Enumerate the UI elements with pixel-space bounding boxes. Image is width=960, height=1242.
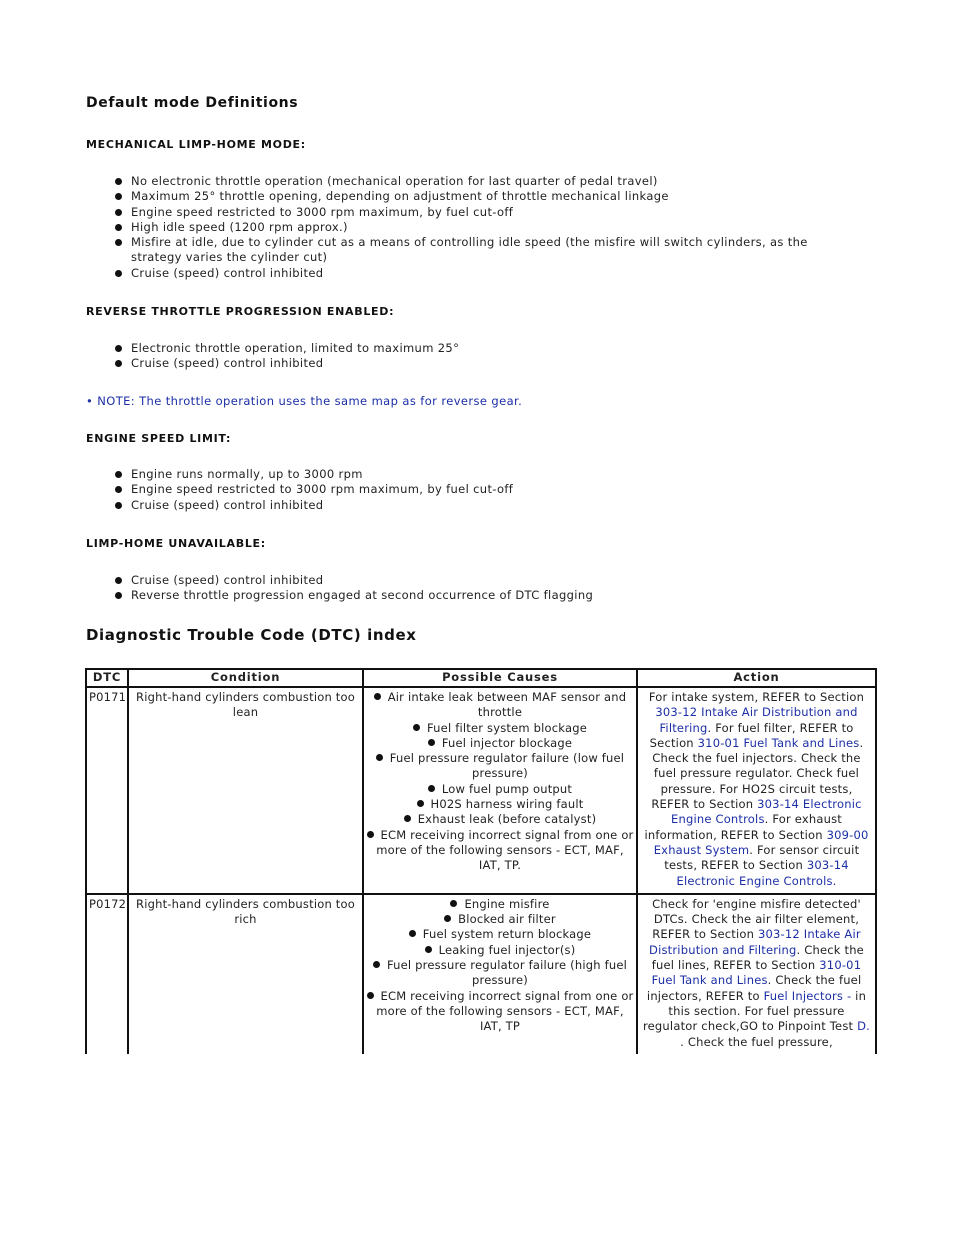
cause-text: Air intake leak between MAF sensor and throttle: [387, 690, 627, 720]
list-item: Electronic throttle operation, limited to maximum 25°: [98, 341, 838, 356]
bullet-list-engine-speed-limit: [98, 467, 838, 513]
section-reference-link[interactable]: 310-01 Fuel Tank and Lines: [651, 958, 862, 988]
list-item: Cruise (speed) control inhibited: [98, 573, 838, 588]
column-header-condition: Condition: [128, 669, 363, 687]
list-item: Cruise (speed) control inhibited: [98, 356, 838, 371]
dtc-code-cell: P0171: [86, 687, 128, 894]
section-reference-link[interactable]: 309-00 Exhaust System: [653, 827, 869, 857]
action-text: Check for 'engine misfire detected' DTCs. Check the air filter element, REFER to Section: [652, 896, 861, 942]
cause-item: [366, 736, 634, 751]
column-header-dtc: DTC: [86, 669, 128, 687]
list-item: Engine speed restricted to 3000 rpm maximum, by fuel cut-off: [98, 205, 838, 220]
section-reference-link[interactable]: Fuel Injectors -: [763, 988, 852, 1003]
dtc-table-body: [86, 687, 876, 1054]
cause-item: [366, 927, 634, 942]
cause-item: [366, 690, 634, 721]
list-item: High idle speed (1200 rpm approx.): [98, 220, 838, 235]
note-text: • NOTE: The throttle operation uses the same map as for reverse gear.: [86, 394, 523, 408]
cause-item: [366, 812, 634, 827]
cause-item: [366, 912, 634, 927]
table-row: [86, 894, 876, 1054]
bullet-icon: [417, 800, 424, 807]
column-header-action: Action: [637, 669, 876, 687]
action-cell: [637, 894, 876, 1054]
list-item: Engine runs normally, up to 3000 rpm: [98, 467, 838, 482]
bullet-icon: [373, 961, 380, 968]
bullet-icon: [428, 785, 435, 792]
action-text: . Check the fuel injectors. Check the fuel pressure regulator. Check fuel pressure. For HO2S circuit tests, REFER to Section: [651, 735, 864, 812]
cause-item: [366, 782, 634, 797]
cause-item: [366, 721, 634, 736]
bullet-list-reverse-throttle: [98, 341, 838, 372]
action-text: . For sensor circuit tests, REFER to Section: [664, 842, 860, 873]
column-header-possible-causes: Possible Causes: [363, 669, 637, 687]
list-item: Misfire at idle, due to cylinder cut as a means of controlling idle speed (the misfire will switch cylinders, as the strategy varies the cylinder cut): [98, 235, 838, 266]
dtc-table: [85, 668, 877, 1054]
section-reference-link[interactable]: D.: [857, 1019, 871, 1034]
section-reference-link[interactable]: 303-14 Electronic Engine Controls.: [676, 858, 849, 888]
cause-text: Exhaust leak (before catalyst): [417, 812, 597, 827]
action-text: . Check the fuel injectors, REFER to: [646, 973, 862, 1003]
bullet-icon: [413, 724, 420, 731]
page-title: Default mode Definitions: [86, 95, 299, 111]
section-heading-limp-home-unavailable: LIMP-HOME UNAVAILABLE:: [86, 537, 266, 550]
table-header-row: [86, 669, 876, 687]
list-item: Maximum 25° throttle opening, depending on adjustment of throttle mechanical linkage: [98, 189, 838, 204]
list-item: No electronic throttle operation (mechanical operation for last quarter of pedal travel): [98, 174, 838, 189]
bullet-icon: [374, 693, 381, 700]
cause-item: [366, 828, 634, 874]
list-item: Cruise (speed) control inhibited: [98, 266, 838, 281]
bullet-icon: [428, 739, 435, 746]
cause-list: [366, 690, 634, 874]
action-cell: [637, 687, 876, 894]
action-text: . For fuel filter, REFER to Section: [649, 720, 854, 750]
section-heading-reverse-throttle: REVERSE THROTTLE PROGRESSION ENABLED:: [86, 305, 395, 318]
dtc-index-title: Diagnostic Trouble Code (DTC) index: [86, 626, 417, 644]
condition-cell: Right-hand cylinders combustion too rich: [128, 894, 363, 1054]
dtc-code-cell: P0172: [86, 894, 128, 1054]
cause-text: Fuel pressure regulator failure (low fuel pressure): [389, 751, 625, 781]
possible-causes-cell: [363, 894, 637, 1054]
cause-text: ECM receiving incorrect signal from one or more of the following sensors - ECT, MAF, IAT, TP: [376, 988, 634, 1034]
action-text: . Check the fuel pressure,: [680, 1034, 833, 1049]
bullet-icon: [425, 946, 432, 953]
possible-causes-cell: [363, 687, 637, 894]
bullet-icon: [404, 815, 411, 822]
section-heading-mechanical-limp-home: MECHANICAL LIMP-HOME MODE:: [86, 138, 306, 151]
cause-text: H02S harness wiring fault: [430, 797, 584, 812]
cause-text: Fuel filter system blockage: [427, 720, 587, 735]
action-text: . For exhaust information, REFER to Section: [644, 812, 842, 842]
list-item: Reverse throttle progression engaged at second occurrence of DTC flagging: [98, 588, 838, 603]
action-text: . Check the fuel lines, REFER to Section: [651, 942, 864, 973]
cause-text: Engine misfire: [464, 896, 550, 911]
bullet-icon: [444, 915, 451, 922]
cause-item: [366, 797, 634, 812]
cause-item: [366, 943, 634, 958]
cause-text: Fuel injector blockage: [441, 735, 573, 750]
cause-text: Fuel pressure regulator failure (high fuel pressure): [386, 958, 628, 988]
condition-cell: Right-hand cylinders combustion too lean: [128, 687, 363, 894]
cause-text: Fuel system return blockage: [422, 927, 592, 942]
section-reference-link[interactable]: 303-12 Intake Air Distribution and Filtering: [655, 705, 858, 735]
section-heading-engine-speed-limit: ENGINE SPEED LIMIT:: [86, 432, 232, 445]
bullet-icon: [367, 831, 374, 838]
cause-item: [366, 751, 634, 782]
bullet-icon: [376, 754, 383, 761]
cause-item: [366, 989, 634, 1035]
action-text: For intake system, REFER to Section: [648, 690, 865, 704]
section-reference-link[interactable]: 310-01 Fuel Tank and Lines: [697, 735, 860, 750]
table-row: [86, 687, 876, 894]
list-item: Cruise (speed) control inhibited: [98, 498, 838, 513]
bullet-icon: [409, 930, 416, 937]
section-reference-link[interactable]: 303-12 Intake Air Distribution and Filtering: [649, 927, 861, 957]
bullet-icon: [450, 900, 457, 907]
cause-text: Blocked air filter: [458, 912, 556, 927]
cause-text: ECM receiving incorrect signal from one or more of the following sensors - ECT, MAF, IAT, TP.: [376, 827, 634, 873]
section-reference-link[interactable]: 303-14 Electronic Engine Controls: [671, 797, 862, 827]
action-text: in this section. For fuel pressure regulator check,GO to Pinpoint Test: [642, 988, 867, 1034]
cause-text: Low fuel pump output: [441, 781, 573, 796]
cause-text: Leaking fuel injector(s): [438, 942, 576, 957]
bullet-list-mechanical-limp-home: [98, 174, 838, 281]
cause-item: [366, 958, 634, 989]
cause-item: [366, 897, 634, 912]
bullet-icon: [367, 992, 374, 999]
cause-list: [366, 897, 634, 1035]
bullet-list-limp-home-unavailable: [98, 573, 838, 604]
list-item: Engine speed restricted to 3000 rpm maximum, by fuel cut-off: [98, 482, 838, 497]
